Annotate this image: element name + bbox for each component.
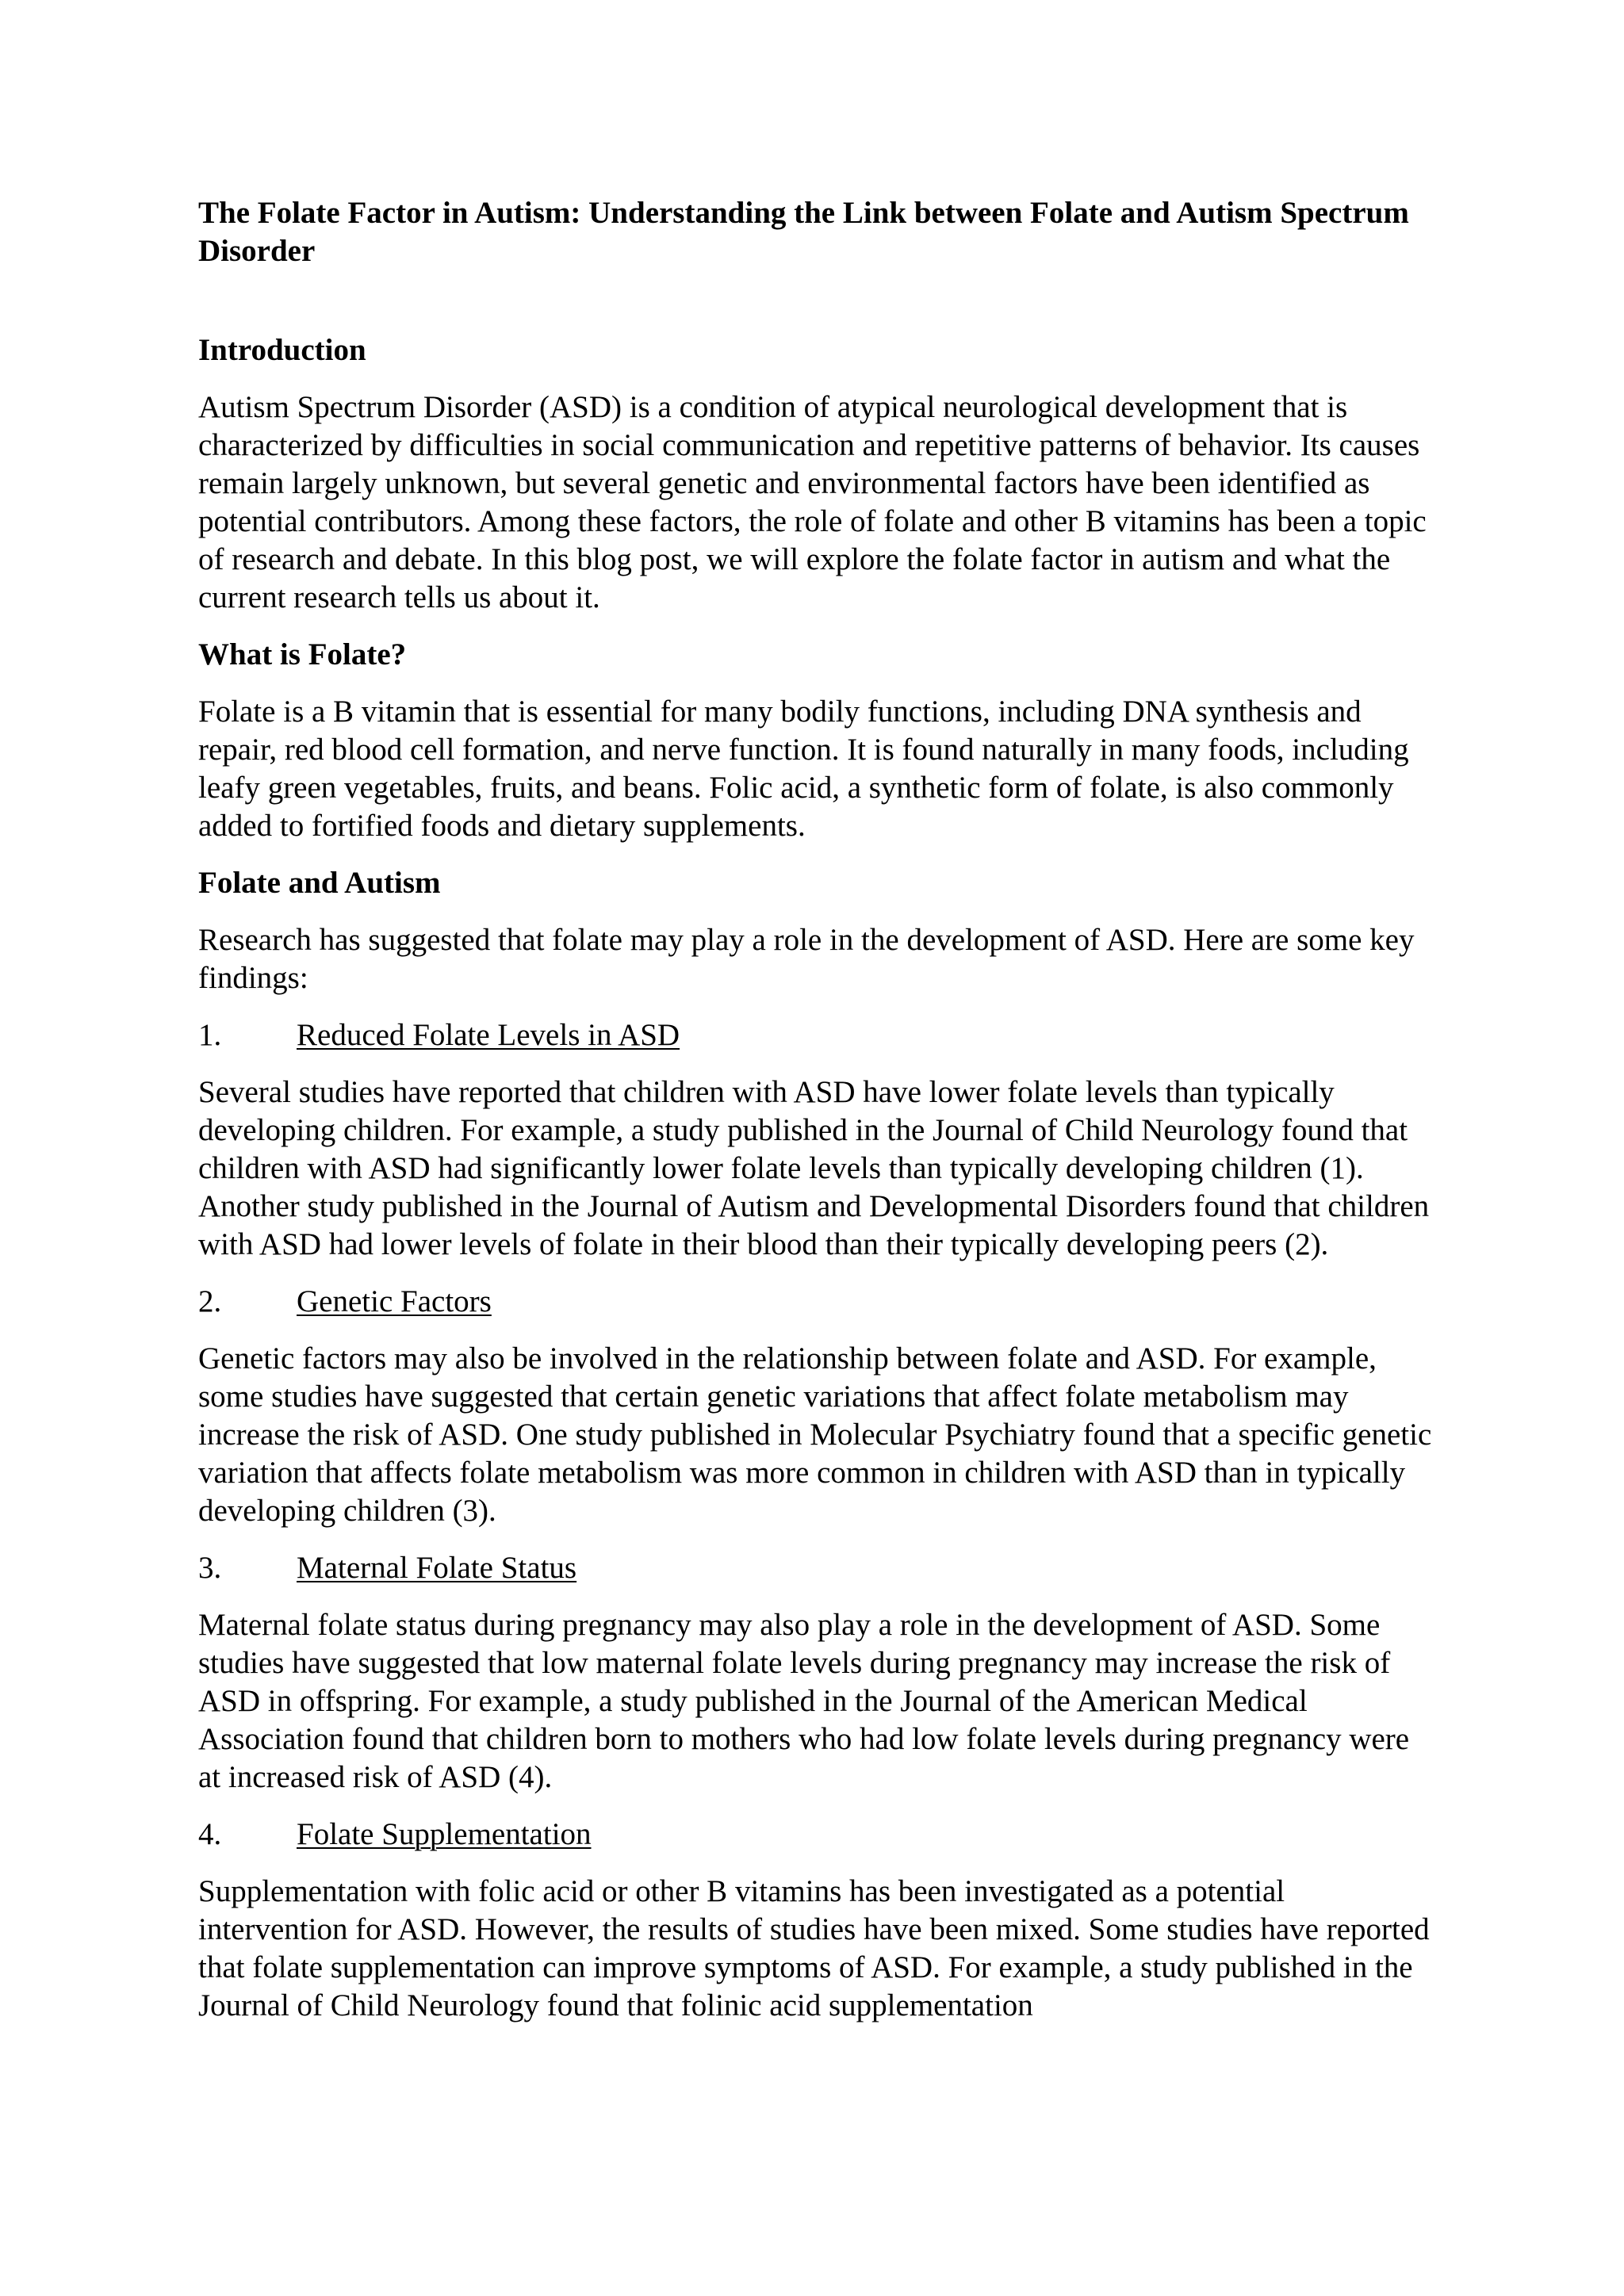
finding-label: Maternal Folate Status — [297, 1551, 577, 1585]
finding-paragraph-4: Supplementation with folic acid or other B vitamins has been investigated as a potential intervention for ASD. However, the results of studies have been mixed. Some studies have reported that folate supplementation can improve symptoms of ASD. For example, a study published in the Journal of Child Neurology found that folinic acid supplementation — [198, 1874, 1430, 2022]
finding-item-3 — [198, 1549, 1435, 1587]
finding-item-1 — [198, 1016, 1435, 1054]
document-title: The Folate Factor in Autism: Understanding the Link between Folate and Autism Spectrum Disorder — [198, 196, 1409, 268]
finding-paragraph-2: Genetic factors may also be involved in the relationship between folate and ASD. For example, some studies have suggested that certain genetic variations that affect folate metabolism may increase the risk of ASD. One study published in Molecular Psychiatry found that a specific genetic variation that affects folate metabolism was more common in children with ASD than in typically developing children (3). — [198, 1341, 1432, 1528]
finding-number: 4. — [198, 1817, 222, 1851]
finding-number: 3. — [198, 1551, 222, 1585]
finding-item-2 — [198, 1283, 1435, 1321]
section-paragraph-folate-and-autism: Research has suggested that folate may play a role in the development of ASD. Here are some key findings: — [198, 923, 1415, 995]
finding-number: 2. — [198, 1284, 222, 1318]
finding-label: Reduced Folate Levels in ASD — [297, 1018, 680, 1052]
finding-item-4 — [198, 1816, 1435, 1854]
document-body — [198, 194, 1435, 2044]
section-paragraph-what-is-folate: Folate is a B vitamin that is essential for many bodily functions, including DNA synthesis and repair, red blood cell formation, and nerve function. It is found naturally in many foods, including leafy green vegetables, fruits, and beans. Folic acid, a synthetic form of folate, is also commonly added to fortified foods and dietary supplements. — [198, 695, 1409, 843]
section-heading-folate-and-autism: Folate and Autism — [198, 866, 441, 900]
finding-label: Folate Supplementation — [297, 1817, 592, 1851]
section-heading-introduction: Introduction — [198, 333, 366, 367]
finding-paragraph-1: Several studies have reported that children with ASD have lower folate levels than typically developing children. For example, a study published in the Journal of Child Neurology found that children with ASD had significantly lower folate levels than typically developing children (1). Another study published in the Journal of Autism and Developmental Disorders found that children with ASD had lower levels of folate in their blood than their typically developing peers (2). — [198, 1075, 1430, 1261]
finding-paragraph-3: Maternal folate status during pregnancy may also play a role in the development of ASD. Some studies have suggested that low maternal folate levels during pregnancy may increase the risk of ASD in offspring. For example, a study published in the Journal of the American Medical Association found that children born to mothers who had low folate levels during pregnancy were at increased risk of ASD (4). — [198, 1608, 1410, 1794]
finding-number: 1. — [198, 1018, 222, 1052]
section-heading-what-is-folate: What is Folate? — [198, 637, 407, 672]
finding-label: Genetic Factors — [297, 1284, 492, 1318]
section-paragraph-introduction: Autism Spectrum Disorder (ASD) is a condition of atypical neurological development that is characterized by difficulties in social communication and repetitive patterns of behavior. Its causes remain largely unknown, but several genetic and environmental factors have been identified as potential contributors. Among these factors, the role of folate and other B vitamins has been a topic of research and debate. In this blog post, we will explore the folate factor in autism and what the current research tells us about it. — [198, 390, 1427, 614]
